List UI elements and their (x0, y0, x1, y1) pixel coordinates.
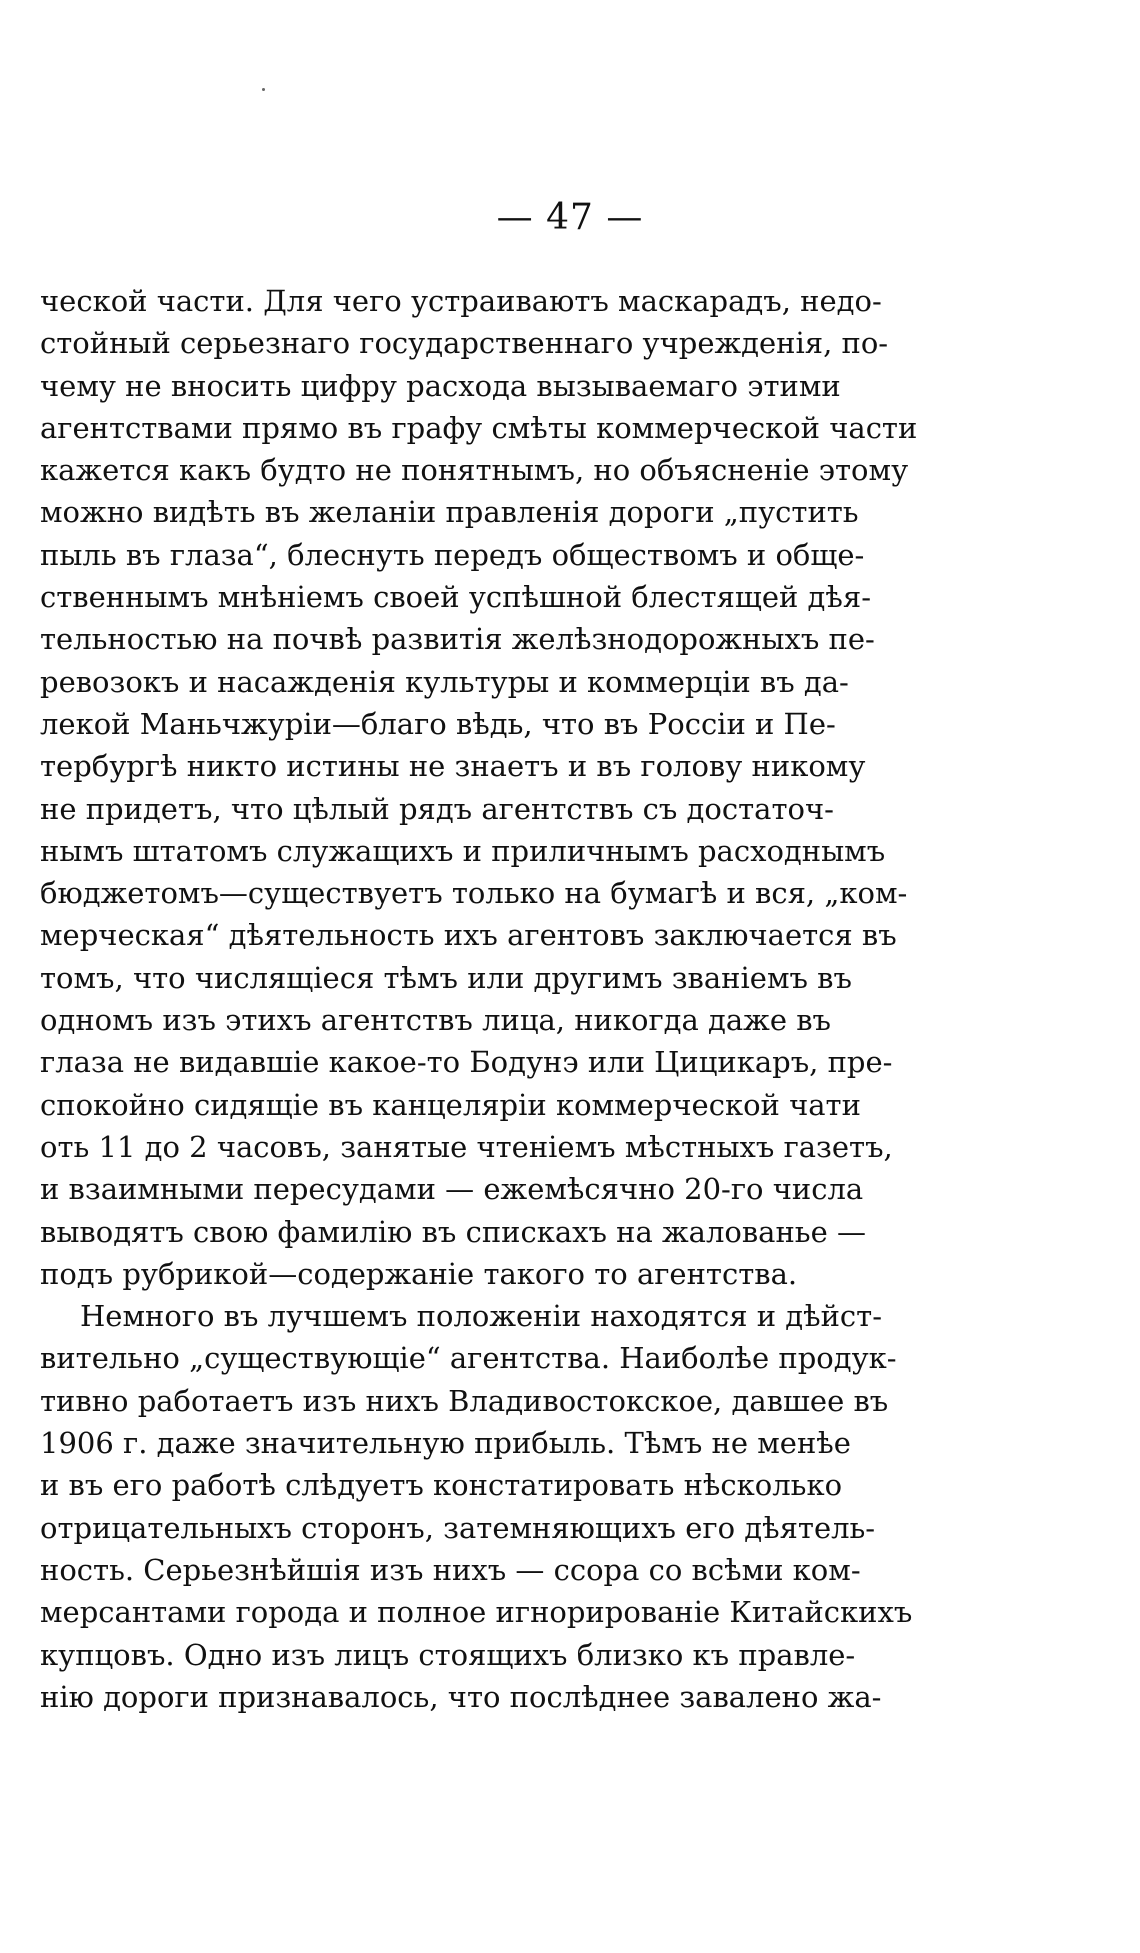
text-line: тельностью на почвѣ развитія желѣзнодорожныхъ пе- (40, 622, 875, 657)
text-line: ревозокъ и насажденія культуры и коммерціи въ да- (40, 664, 849, 699)
text-line: вительно „существующіе“ агентства. Наиболѣе продук- (40, 1341, 897, 1376)
text-line: одномъ изъ этихъ агентствъ лица, никогда даже въ (40, 1003, 831, 1038)
text-line: Немного въ лучшемъ положеніи находятся и дѣйст- (80, 1299, 883, 1334)
text-line: мерсантами города и полное игнорированіе Китайскихъ (40, 1595, 913, 1630)
text-line: оть 11 до 2 часовъ, занятые чтеніемъ мѣстныхъ газетъ, (40, 1129, 893, 1164)
text-line: не придетъ, что цѣлый рядъ агентствъ съ достаточ- (40, 791, 834, 826)
text-line: и взаимными пересудами — ежемѣсячно 20-го числа (40, 1172, 864, 1207)
text-line: бюджетомъ—существуетъ только на бумагѣ и вся, „ком- (40, 876, 908, 911)
text-line: подъ рубрикой—содержаніе такого то агентства. (40, 1256, 798, 1291)
page-number: — 47 — (496, 197, 644, 238)
text-line: ческой части. Для чего устраиваютъ маскарадъ, недо- (40, 284, 882, 318)
text-line: и въ его работѣ слѣдуетъ констатировать нѣсколько (40, 1468, 843, 1503)
text-line: кажется какъ будто не понятнымъ, но объясненіе этому (40, 453, 909, 488)
body-text (40, 280, 963, 1718)
text-line: ственнымъ мнѣніемъ своей успѣшной блестящей дѣя- (40, 580, 871, 615)
text-line: тивно работаетъ изъ нихъ Владивостокское, давшее въ (40, 1383, 889, 1418)
text-line: нію дороги признавалось, что послѣднее завалено жа- (40, 1679, 882, 1714)
text-line: спокойно сидящіе въ канцеляріи коммерческой чати (40, 1087, 861, 1122)
text-line: можно видѣть въ желаніи правленія дороги „пустить (40, 495, 859, 530)
scan-speck (262, 88, 265, 91)
text-line: тербургѣ никто истины не знаетъ и въ голову никому (40, 749, 866, 784)
text-line: ность. Серьезнѣйшія изъ нихъ — ссора со всѣми ком- (40, 1552, 861, 1587)
text-line: агентствами прямо въ графу смѣты коммерческой части (40, 410, 918, 445)
text-line: чему не вносить цифру расхода вызываемаго этими (40, 368, 841, 403)
text-line: 1906 г. даже значительную прибыль. Тѣмъ не менѣе (40, 1426, 851, 1461)
text-line: мерческая“ дѣятельность ихъ агентовъ заключается въ (40, 918, 897, 953)
text-line: глаза не видавшіе какое-то Бодунэ или Цицикаръ, пре- (40, 1045, 893, 1080)
text-line: стойный серьезнаго государственнаго учрежденія, по- (40, 326, 889, 361)
text-line: нымъ штатомъ служащихъ и приличнымъ расходнымъ (40, 833, 886, 868)
text-line: пыль въ глаза“, блеснуть передъ обществомъ и обще- (40, 537, 865, 572)
text-line: томъ, что числящіеся тѣмъ или другимъ званіемъ въ (40, 960, 852, 995)
text-line: выводятъ свою фамилію въ спискахъ на жалованье — (40, 1214, 866, 1249)
text-line: отрицательныхъ сторонъ, затемняющихъ его дѣятель- (40, 1510, 876, 1545)
text-line: купцовъ. Одно изъ лицъ стоящихъ близко къ правле- (40, 1637, 856, 1672)
text-line: лекой Маньчжуріи—благо вѣдь, что въ Россіи и Пе- (40, 706, 836, 741)
